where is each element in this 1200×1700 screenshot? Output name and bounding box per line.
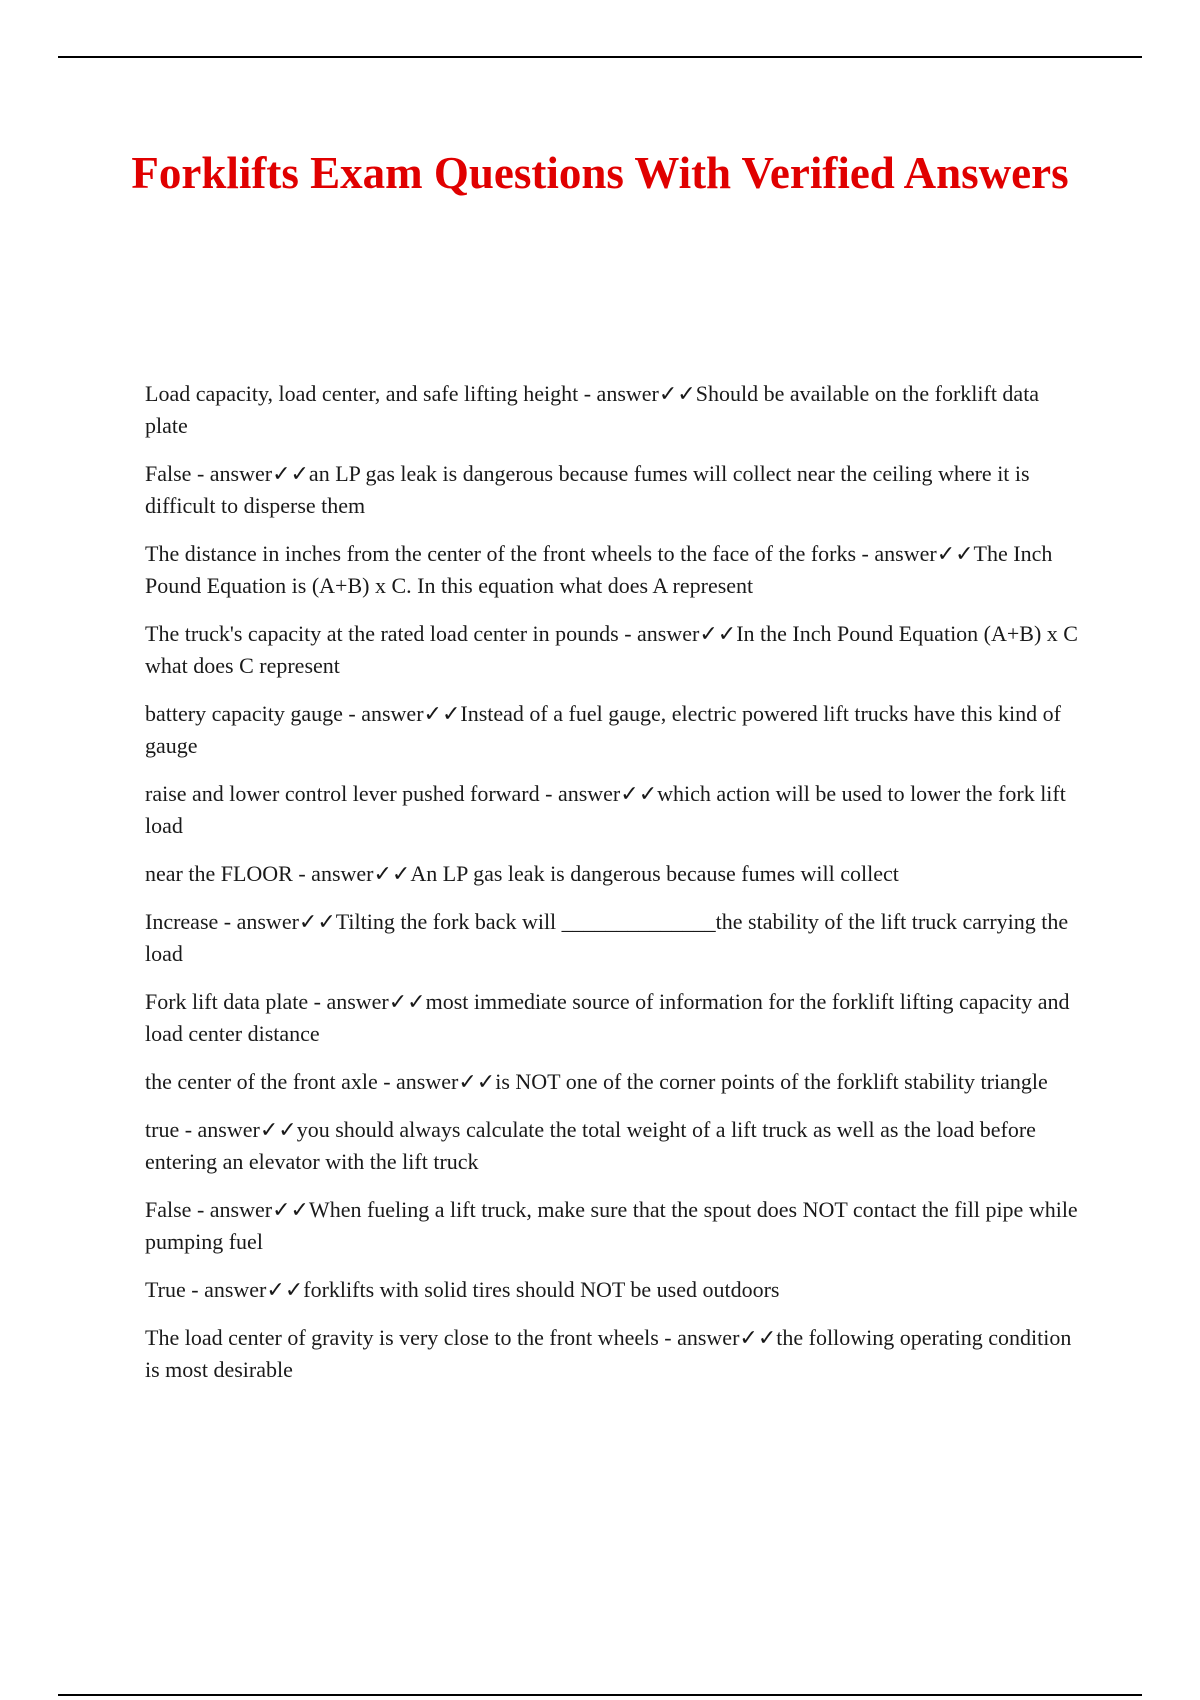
top-rule	[58, 56, 1142, 58]
qa-item: battery capacity gauge - answer✓✓Instead of a fuel gauge, electric powered lift trucks have this kind of gauge	[145, 701, 1061, 758]
qa-item: true - answer✓✓you should always calculate the total weight of a lift truck as well as the load before entering an elevator with the lift truck	[145, 1117, 1036, 1174]
document-title: Forklifts Exam Questions With Verified Answers	[131, 148, 1069, 198]
qa-item: The distance in inches from the center of the front wheels to the face of the forks - answer✓✓The Inch Pound Equation is (A+B) x C. In this equation what does A represent	[145, 541, 1053, 598]
qa-item: Increase - answer✓✓Tilting the fork back will ______________the stability of the lift truck carrying the load	[145, 909, 1069, 966]
qa-item: Load capacity, load center, and safe lifting height - answer✓✓Should be available on the forklift data plate	[145, 381, 1040, 438]
qa-list	[145, 378, 1085, 1402]
qa-item: False - answer✓✓When fueling a lift truck, make sure that the spout does NOT contact the fill pipe while pumping fuel	[145, 1197, 1078, 1254]
qa-item: True - answer✓✓forklifts with solid tires should NOT be used outdoors	[145, 1277, 780, 1302]
bottom-rule	[58, 1694, 1142, 1696]
qa-item: near the FLOOR - answer✓✓An LP gas leak is dangerous because fumes will collect	[145, 861, 899, 886]
qa-item: the center of the front axle - answer✓✓is NOT one of the corner points of the forklift stability triangle	[145, 1069, 1048, 1094]
qa-item: The load center of gravity is very close to the front wheels - answer✓✓the following operating condition is most desirable	[145, 1325, 1072, 1382]
qa-item: False - answer✓✓an LP gas leak is dangerous because fumes will collect near the ceiling where it is difficult to disperse them	[145, 461, 1030, 518]
qa-item: raise and lower control lever pushed forward - answer✓✓which action will be used to lower the fork lift load	[145, 781, 1066, 838]
qa-item: The truck's capacity at the rated load center in pounds - answer✓✓In the Inch Pound Equation (A+B) x C what does C represent	[145, 621, 1078, 678]
qa-item: Fork lift data plate - answer✓✓most immediate source of information for the forklift lifting capacity and load center distance	[145, 989, 1070, 1046]
